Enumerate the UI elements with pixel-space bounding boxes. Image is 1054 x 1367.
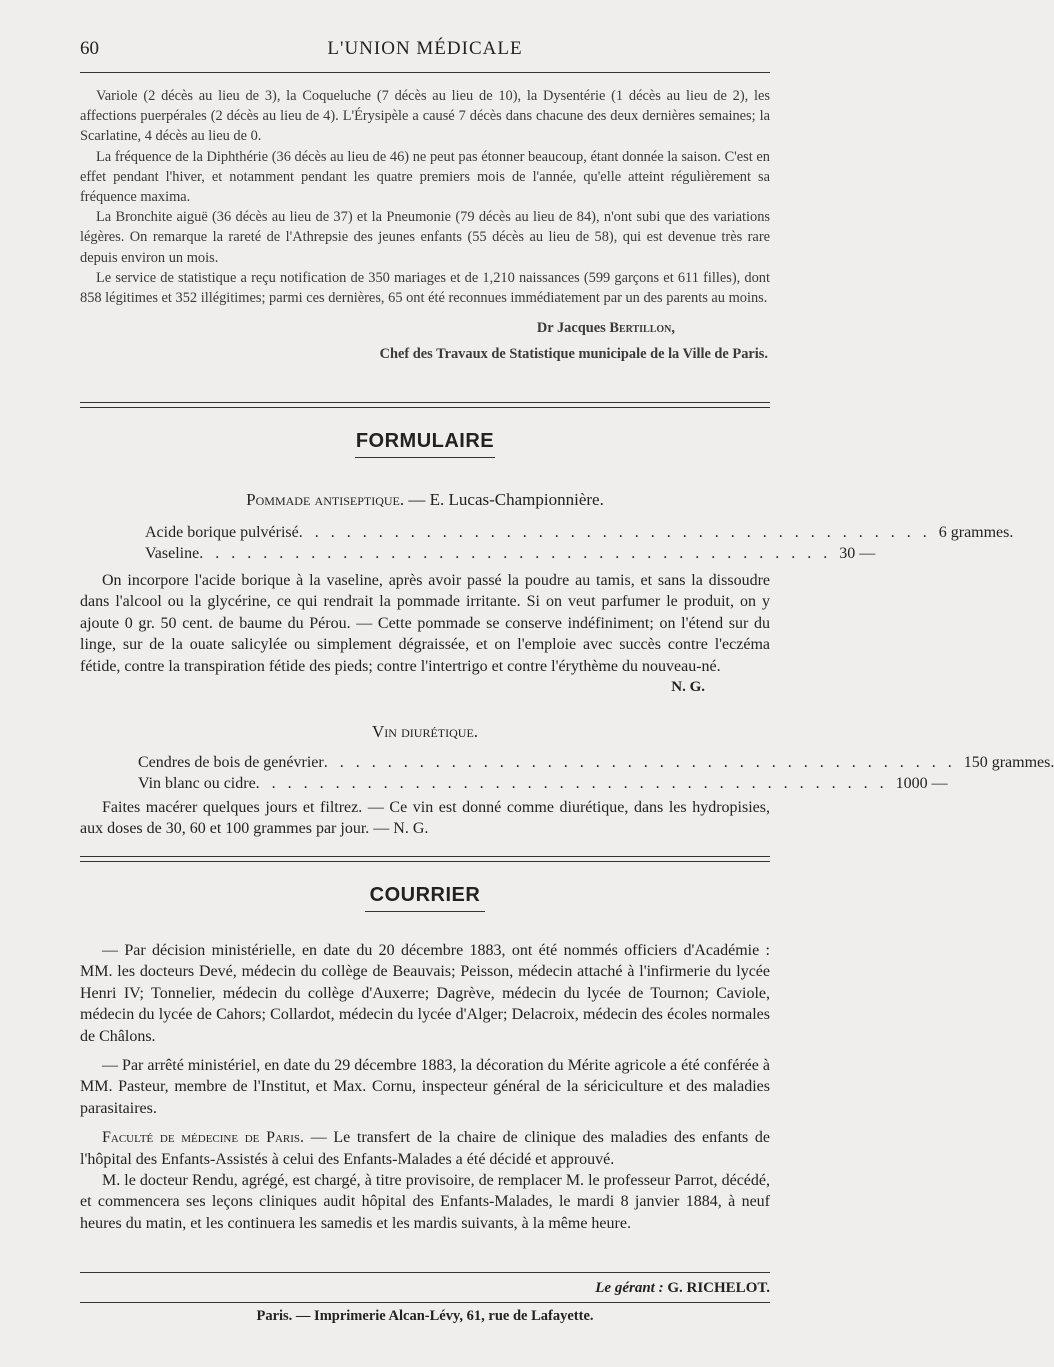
ingredient-name: Acide borique pulvérisé [145, 524, 299, 541]
signature-surname: Bertillon, [609, 320, 675, 337]
paragraph: La fréquence de la Diphthérie (36 décès au lieu de 46) ne peut pas étonner beaucoup, étant donnée la saison. C'est en effet pendant l'hiver, et notamment pendant les quatre premiers mois de l'année, qu'elle atteint régulièrement sa fréquence maxima. [80, 148, 770, 206]
header-rule [80, 72, 770, 73]
ingredient-row: Cendres de bois de genévrier . . . . . . . . . . . . . . . . . . . . . . . . . . . . . . . . . . . . . . . . 150 grammes. [138, 754, 1054, 771]
courrier-text [80, 940, 770, 1234]
gerant-label: Le gérant : [595, 1280, 664, 1296]
ingredient-row: Acide borique pulvérisé . . . . . . . . . . . . . . . . . . . . . . . . . . . . . . . . . . . . . . . . 6 grammes. [145, 524, 1014, 541]
recipe-title [80, 722, 770, 742]
recipe-name: Vin diurétique. [371, 722, 479, 741]
recipe-author: — E. Lucas-Championnière. [404, 490, 604, 509]
recipe-name: Pommade antiseptique. [246, 490, 405, 509]
ingredient-qty: 150 grammes. [963, 754, 1054, 771]
paragraph: Variole (2 décès au lieu de 3), la Coqueluche (7 décès au lieu de 10), la Dysentérie (1 décès au lieu de 2), les affections puerpérales (2 décès au lieu de 4). L'Érysipèle a causé 7 décès dans chacune des deux dernières semaines; la Scarlatine, 4 décès au lieu de 0. [80, 88, 770, 145]
ingredient-name: Vin blanc ou cidre [138, 775, 256, 792]
ingredient-qty: 6 grammes. [938, 524, 1014, 541]
ingredient-name: Vaseline [145, 545, 200, 562]
recipe-title [80, 490, 770, 510]
author-initials: N. G. [671, 679, 705, 696]
section-divider [80, 402, 770, 408]
section-divider [80, 856, 770, 862]
ingredient-qty: 1000 — [895, 775, 948, 792]
paragraph [80, 1127, 770, 1170]
ingredient-name: Cendres de bois de genévrier [138, 754, 324, 771]
printer-imprint: Paris. — Imprimerie Alcan-Lévy, 61, rue de Lafayette. [256, 1308, 594, 1324]
section-title: FORMULAIRE [355, 430, 495, 452]
page-header [80, 38, 770, 66]
paragraph: La Bronchite aiguë (36 décès au lieu de 37) et la Pneumonie (79 décès au lieu de 84), n'ont subi que des variations légères. On remarque la rareté de l'Athrepsie des jeunes enfants (55 décès au lieu de 58), qui est devenue très rare depuis environ un mois. [80, 209, 770, 266]
recipe-text [80, 570, 770, 698]
running-title: L'UNION MÉDICALE [327, 38, 523, 59]
paragraph: — Par décision ministérielle, en date du 20 décembre 1883, ont été nommés officiers d'Académie : MM. les docteurs Devé, médecin du collège de Beauvais; Peisson, médecin attaché à l'infirmerie du lycée Henri IV; Tonnelier, médecin du collège d'Auxerre; Dagrève, médecin du lycée de Tournon; Caviole, médecin du lycée de Cahors; Collardot, médecin du lycée d'Alger; Delacroix, médecin des écoles normales de Châlons. [80, 942, 770, 1045]
gerant-signature [80, 1280, 770, 1297]
faculty-text: — Le transfert de la chaire de clinique des maladies des enfants de l'hôpital des Enfants-Assistés à celui des Enfants-Malades a été décidé et approuvé. [80, 1129, 770, 1168]
section-title: COURRIER [369, 884, 481, 906]
ingredient-qty: 30 — [839, 545, 876, 562]
ingredient-row: Vaseline . . . . . . . . . . . . . . . . . . . . . . . . . . . . . . . . . . . . . . . . 30 — [145, 545, 876, 562]
formulaire-heading [80, 430, 770, 458]
gerant-name: G. RICHELOT. [663, 1280, 770, 1296]
faculty-name: Faculté de médecine de Paris. [102, 1129, 305, 1147]
ingredient-list [138, 752, 1054, 794]
recipe-text [80, 797, 770, 840]
courrier-heading [80, 884, 770, 912]
page-number: 60 [80, 38, 99, 59]
signature-title: Chef des Travaux de Statistique municipale de la Ville de Paris. [379, 346, 768, 363]
signature-name: Dr Jacques [536, 320, 610, 337]
paragraph: M. le docteur Rendu, agrégé, est chargé, à titre provisoire, de remplacer M. le professeur Parrot, décédé, et commencera ses leçons cliniques audit hôpital des Enfants-Malades, le mardi 8 janvier 1884, à neuf heures du matin, et les continuera les samedis et les mardis suivants, à la même heure. [80, 1172, 770, 1232]
statistics-report [80, 86, 770, 365]
paragraph: Faites macérer quelques jours et filtrez. — Ce vin est donné comme diurétique, dans les hydropisies, aux doses de 30, 60 et 100 grammes par jour. — N. G. [80, 799, 770, 838]
paragraph: — Par arrêté ministériel, en date du 29 décembre 1883, la décoration du Mérite agricole a été conférée à MM. Pasteur, membre de l'Institut, et Max. Cornu, inspecteur général de la sériciculture et des maladies parasitaires. [80, 1057, 770, 1117]
ingredient-list [145, 522, 1014, 564]
report-signature [80, 318, 770, 338]
paragraph: Le service de statistique a reçu notification de 350 mariages et de 1,210 naissances (599 garçons et 611 filles), dont 858 légitimes et 352 illégitimes; parmi ces dernières, 65 ont été reconnues immédiatement par un des parents au moins. [80, 269, 770, 307]
ingredient-row: Vin blanc ou cidre . . . . . . . . . . . . . . . . . . . . . . . . . . . . . . . . . . . . . . . . 1000 — [138, 775, 948, 792]
paragraph: On incorpore l'acide borique à la vaseline, après avoir passé la poudre au tamis, et sans la dissoudre dans l'alcool ou la glycérine, ce qui rendrait la pommade irritante. Si on veut parfumer le produit, on y ajoute 0 gr. 50 cent. de baume du Pérou. — Cette pommade se conserve indéfiniment; on l'étend sur du linge, sur de la ouate salicylée ou simplement dégraissée, et on l'emploie avec succès contre l'eczéma fétide, contre la transpiration fétide des pieds; contre l'intertrigo et contre l'érythème du nouveau-né. [80, 572, 770, 675]
footer-rule [80, 1302, 770, 1303]
footer-rule [80, 1272, 770, 1273]
